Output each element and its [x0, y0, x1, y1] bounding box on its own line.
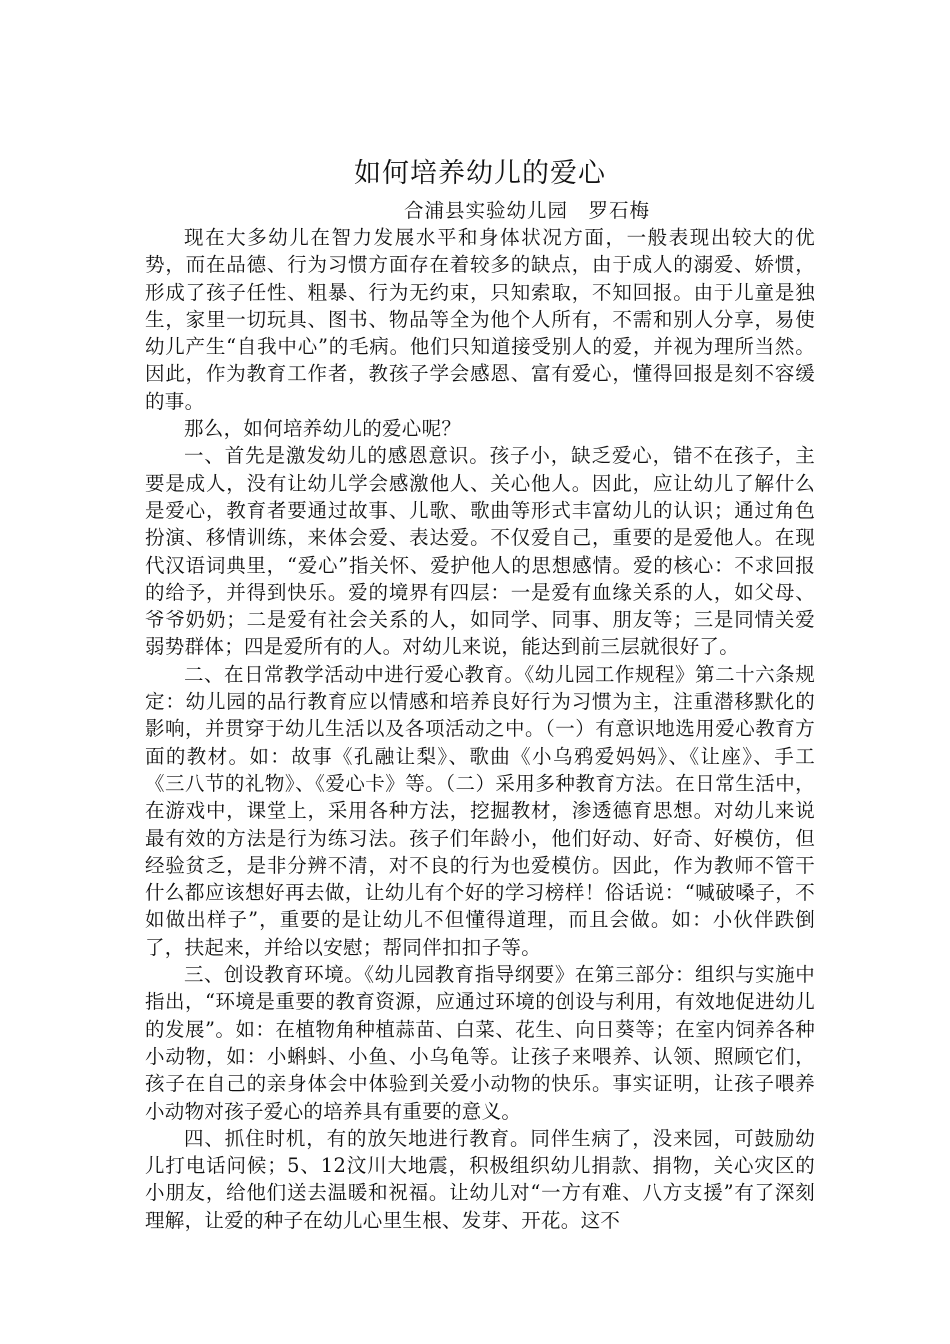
paragraph-section-2: 二、在日常教学活动中进行爱心教育。《幼儿园工作规程》第二十六条规定：幼儿园的品行教育应以情感和培养良好行为习惯为主，注重潜移默化的影响，并贯穿于幼儿生活以及各项活动之中。（一）有意识地选用爱心教育方面的教材。如：故事《孔融让梨》、歌曲《小乌鸦爱妈妈》、《让座》、手工《三八节的礼物》、《爱心卡》等。（二）采用多种教育方法。在日常生活中，在游戏中，课堂上，采用各种方法，挖掘教材，渗透德育思想。对幼儿来说最有效的方法是行为练习法。孩子们年龄小，他们好动、好奇、好模仿，但经验贫乏，是非分辨不清，对不良的行为也爱模仿。因此，作为教师不管干什么都应该想好再去做，让幼儿有个好的学习榜样！俗话说：“喊破嗓子，不如做出样子”，重要的是让幼儿不但懂得道理，而且会做。如：小伙伴跌倒了，扶起来，并给以安慰；帮同伴扣扣子等。: [145, 662, 815, 959]
document-author: 合浦县实验幼儿园 罗石梅: [403, 199, 650, 222]
paragraph-section-4: 四、抓住时机，有的放矢地进行教育。同伴生病了，没来园，可鼓励幼儿打电话问候；5、12汶川大地震，积极组织幼儿捐款、捐物，关心灾区的小朋友，给他们送去温暖和祝福。让幼儿对“一方有难、八方支援”有了深刻理解，让爱的种子在幼儿心里生根、发芽、开花。这不: [145, 1126, 815, 1232]
paragraph-question: 那么，如何培养幼儿的爱心呢？: [184, 417, 462, 441]
paragraph-intro: 现在大多幼儿在智力发展水平和身体状况方面，一般表现出较大的优势，而在品德、行为习惯方面存在着较多的缺点，由于成人的溺爱、娇惯，形成了孩子任性、粗暴、行为无约束，只知索取，不知回报。由于儿童是独生，家里一切玩具、图书、物品等全为他个人所有，不需和别人分享，易使幼儿产生“自我中心”的毛病。他们只知道接受别人的爱，并视为理所当然。因此，作为教育工作者，教孩子学会感恩、富有爱心，懂得回报是刻不容缓的事。: [145, 226, 815, 413]
document-page: [145, 155, 815, 1234]
paragraph-section-3: 三、创设教育环境。《幼儿园教育指导纲要》在第三部分：组织与实施中指出，“环境是重要的教育资源，应通过环境的创设与利用，有效地促进幼儿的发展”。如：在植物角种植蒜苗、白菜、花生、向日葵等；在室内饲养各种小动物，如：小蝌蚪、小鱼、小乌龟等。让孩子来喂养、认领、照顾它们，孩子在自己的亲身体会中体验到关爱小动物的快乐。事实证明，让孩子喂养小动物对孩子爱心的培养具有重要的意义。: [145, 963, 815, 1123]
paragraph-section-1: 一、首先是激发幼儿的感恩意识。孩子小，缺乏爱心，错不在孩子，主要是成人，没有让幼儿学会感激他人、关心他人。因此，应让幼儿了解什么是爱心，教育者要通过故事、儿歌、歌曲等形式丰富幼儿的认识；通过角色扮演、移情训练，来体会爱、表达爱。不仅爱自己，重要的是爱他人。在现代汉语词典里，“爱心”指关怀、爱护他人的思想感情。爱的核心：不求回报的给予，并得到快乐。爱的境界有四层：一是爱有血缘关系的人，如父母、爷爷奶奶；二是爱有社会关系的人，如同学、同事、朋友等；三是同情关爱弱势群体；四是爱所有的人。对幼儿来说，能达到前三层就很好了。: [145, 444, 815, 659]
document-title: 如何培养幼儿的爱心: [354, 158, 606, 189]
